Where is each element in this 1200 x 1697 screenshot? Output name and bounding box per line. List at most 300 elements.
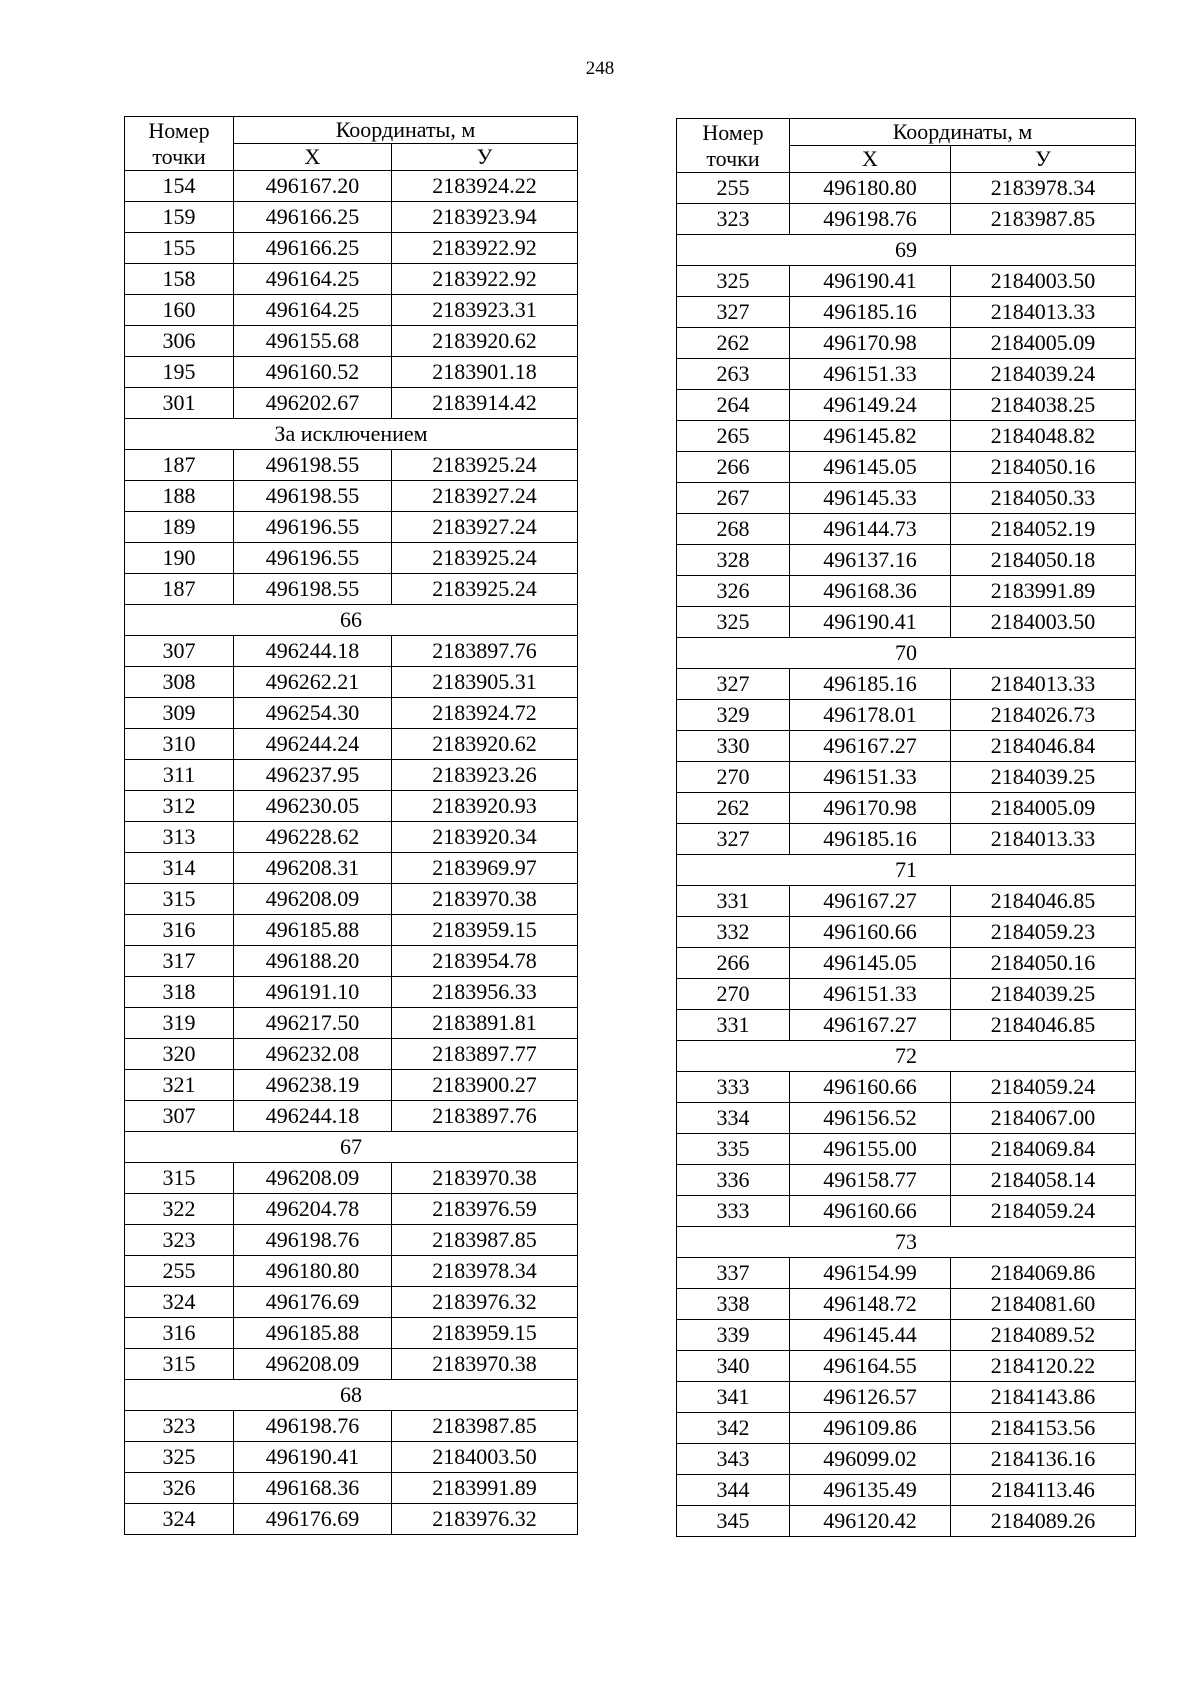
section-label: 69 bbox=[677, 235, 1136, 266]
y-coordinate-cell: 2183991.89 bbox=[951, 576, 1136, 607]
point-number-header: Номер точки bbox=[677, 119, 790, 173]
x-coordinate-cell: 496164.25 bbox=[234, 264, 392, 295]
page-number: 248 bbox=[585, 58, 615, 79]
x-coordinate-cell: 496198.76 bbox=[234, 1411, 392, 1442]
x-coordinate-cell: 496238.19 bbox=[234, 1070, 392, 1101]
y-coordinate-cell: 2184046.84 bbox=[951, 731, 1136, 762]
y-coordinate-cell: 2183923.26 bbox=[392, 760, 578, 791]
point-number-cell: 315 bbox=[125, 1349, 234, 1380]
x-coordinate-cell: 496202.67 bbox=[234, 388, 392, 419]
y-coordinate-cell: 2183914.42 bbox=[392, 388, 578, 419]
point-number-cell: 323 bbox=[125, 1225, 234, 1256]
point-number-cell: 317 bbox=[125, 946, 234, 977]
x-coordinate-cell: 496198.76 bbox=[790, 204, 951, 235]
point-number-cell: 319 bbox=[125, 1008, 234, 1039]
point-number-cell: 341 bbox=[677, 1382, 790, 1413]
y-coordinate-cell: 2183954.78 bbox=[392, 946, 578, 977]
table-row bbox=[125, 295, 578, 326]
x-coordinate-cell: 496232.08 bbox=[234, 1039, 392, 1070]
x-coordinate-cell: 496167.27 bbox=[790, 1010, 951, 1041]
section-row bbox=[125, 419, 578, 450]
point-number-cell: 328 bbox=[677, 545, 790, 576]
y-coordinate-cell: 2184069.84 bbox=[951, 1134, 1136, 1165]
x-coordinate-cell: 496198.55 bbox=[234, 450, 392, 481]
x-coordinate-cell: 496164.55 bbox=[790, 1351, 951, 1382]
x-coordinate-cell: 496196.55 bbox=[234, 512, 392, 543]
point-number-cell: 325 bbox=[677, 607, 790, 638]
y-coordinate-cell: 2184081.60 bbox=[951, 1289, 1136, 1320]
table-row bbox=[677, 948, 1136, 979]
table-row bbox=[677, 1103, 1136, 1134]
x-coordinate-cell: 496230.05 bbox=[234, 791, 392, 822]
section-row bbox=[677, 1227, 1136, 1258]
point-number-cell: 262 bbox=[677, 793, 790, 824]
x-coordinate-cell: 496168.36 bbox=[234, 1473, 392, 1504]
point-number-cell: 321 bbox=[125, 1070, 234, 1101]
y-coordinate-cell: 2184050.16 bbox=[951, 452, 1136, 483]
y-coordinate-cell: 2183991.89 bbox=[392, 1473, 578, 1504]
point-number-cell: 322 bbox=[125, 1194, 234, 1225]
y-coordinate-cell: 2183920.62 bbox=[392, 326, 578, 357]
table-row bbox=[677, 793, 1136, 824]
point-number-cell: 270 bbox=[677, 762, 790, 793]
x-coordinate-cell: 496244.18 bbox=[234, 636, 392, 667]
table-row bbox=[677, 669, 1136, 700]
y-header: У bbox=[392, 144, 578, 171]
table-row bbox=[125, 326, 578, 357]
coordinates-table-right bbox=[676, 118, 1136, 1537]
x-header: X bbox=[790, 146, 951, 173]
point-number-cell: 327 bbox=[677, 669, 790, 700]
x-coordinate-cell: 496145.05 bbox=[790, 452, 951, 483]
point-number-cell: 154 bbox=[125, 171, 234, 202]
table-row bbox=[677, 483, 1136, 514]
x-coordinate-cell: 496198.55 bbox=[234, 574, 392, 605]
table-row bbox=[677, 1351, 1136, 1382]
point-number-cell: 159 bbox=[125, 202, 234, 233]
y-coordinate-cell: 2183925.24 bbox=[392, 450, 578, 481]
point-number-cell: 324 bbox=[125, 1287, 234, 1318]
point-number-cell: 343 bbox=[677, 1444, 790, 1475]
x-coordinate-cell: 496164.25 bbox=[234, 295, 392, 326]
table-row bbox=[677, 917, 1136, 948]
point-number-cell: 313 bbox=[125, 822, 234, 853]
point-number-cell: 334 bbox=[677, 1103, 790, 1134]
x-coordinate-cell: 496170.98 bbox=[790, 328, 951, 359]
x-coordinate-cell: 496185.16 bbox=[790, 297, 951, 328]
table-row bbox=[125, 357, 578, 388]
y-coordinate-cell: 2183987.85 bbox=[392, 1225, 578, 1256]
table-row bbox=[677, 1165, 1136, 1196]
x-coordinate-cell: 496167.20 bbox=[234, 171, 392, 202]
y-coordinate-cell: 2183976.32 bbox=[392, 1504, 578, 1535]
table-row bbox=[677, 1072, 1136, 1103]
table-row bbox=[125, 264, 578, 295]
y-coordinate-cell: 2183922.92 bbox=[392, 233, 578, 264]
point-number-cell: 332 bbox=[677, 917, 790, 948]
x-coordinate-cell: 496166.25 bbox=[234, 202, 392, 233]
x-coordinate-cell: 496144.73 bbox=[790, 514, 951, 545]
point-number-cell: 323 bbox=[125, 1411, 234, 1442]
y-coordinate-cell: 2183897.76 bbox=[392, 636, 578, 667]
table-row bbox=[677, 762, 1136, 793]
y-coordinate-cell: 2184013.33 bbox=[951, 669, 1136, 700]
table-row bbox=[677, 1289, 1136, 1320]
point-number-cell: 323 bbox=[677, 204, 790, 235]
table-row bbox=[677, 1258, 1136, 1289]
x-coordinate-cell: 496145.33 bbox=[790, 483, 951, 514]
section-label: 67 bbox=[125, 1132, 578, 1163]
x-coordinate-cell: 496190.41 bbox=[790, 607, 951, 638]
point-number-cell: 255 bbox=[677, 173, 790, 204]
y-coordinate-cell: 2184013.33 bbox=[951, 824, 1136, 855]
y-coordinate-cell: 2184048.82 bbox=[951, 421, 1136, 452]
y-coordinate-cell: 2183897.76 bbox=[392, 1101, 578, 1132]
point-number-cell: 333 bbox=[677, 1196, 790, 1227]
x-coordinate-cell: 496237.95 bbox=[234, 760, 392, 791]
x-coordinate-cell: 496190.41 bbox=[790, 266, 951, 297]
y-coordinate-cell: 2184005.09 bbox=[951, 793, 1136, 824]
x-coordinate-cell: 496099.02 bbox=[790, 1444, 951, 1475]
coordinates-header: Координаты, м bbox=[790, 119, 1136, 146]
point-number-cell: 255 bbox=[125, 1256, 234, 1287]
x-coordinate-cell: 496151.33 bbox=[790, 979, 951, 1010]
point-number-cell: 312 bbox=[125, 791, 234, 822]
x-coordinate-cell: 496204.78 bbox=[234, 1194, 392, 1225]
x-coordinate-cell: 496160.66 bbox=[790, 1196, 951, 1227]
table-row bbox=[677, 421, 1136, 452]
x-coordinate-cell: 496185.16 bbox=[790, 824, 951, 855]
point-number-cell: 338 bbox=[677, 1289, 790, 1320]
y-coordinate-cell: 2183920.34 bbox=[392, 822, 578, 853]
y-coordinate-cell: 2183978.34 bbox=[951, 173, 1136, 204]
point-number-cell: 345 bbox=[677, 1506, 790, 1537]
point-number-cell: 342 bbox=[677, 1413, 790, 1444]
section-label: 71 bbox=[677, 855, 1136, 886]
y-coordinate-cell: 2183970.38 bbox=[392, 884, 578, 915]
table-row bbox=[125, 171, 578, 202]
y-coordinate-cell: 2184143.86 bbox=[951, 1382, 1136, 1413]
point-number-cell: 301 bbox=[125, 388, 234, 419]
y-coordinate-cell: 2184003.50 bbox=[392, 1442, 578, 1473]
point-number-cell: 190 bbox=[125, 543, 234, 574]
point-number-cell: 307 bbox=[125, 636, 234, 667]
y-coordinate-cell: 2184005.09 bbox=[951, 328, 1136, 359]
table-row bbox=[677, 1382, 1136, 1413]
section-row bbox=[125, 605, 578, 636]
y-coordinate-cell: 2183920.93 bbox=[392, 791, 578, 822]
coordinates-table-left bbox=[124, 116, 578, 1535]
y-coordinate-cell: 2184046.85 bbox=[951, 886, 1136, 917]
table-row bbox=[677, 1444, 1136, 1475]
table-row bbox=[125, 388, 578, 419]
x-coordinate-cell: 496244.18 bbox=[234, 1101, 392, 1132]
x-coordinate-cell: 496168.36 bbox=[790, 576, 951, 607]
x-coordinate-cell: 496228.62 bbox=[234, 822, 392, 853]
point-number-cell: 270 bbox=[677, 979, 790, 1010]
table-row bbox=[125, 1349, 578, 1380]
section-row bbox=[677, 1041, 1136, 1072]
y-coordinate-cell: 2184069.86 bbox=[951, 1258, 1136, 1289]
point-number-cell: 339 bbox=[677, 1320, 790, 1351]
y-coordinate-cell: 2183900.27 bbox=[392, 1070, 578, 1101]
table-body-left bbox=[125, 171, 578, 1535]
table-row bbox=[125, 1318, 578, 1349]
table-row bbox=[677, 886, 1136, 917]
y-coordinate-cell: 2183927.24 bbox=[392, 512, 578, 543]
table-row bbox=[677, 297, 1136, 328]
x-coordinate-cell: 496145.05 bbox=[790, 948, 951, 979]
y-coordinate-cell: 2183927.24 bbox=[392, 481, 578, 512]
point-number-cell: 263 bbox=[677, 359, 790, 390]
table-row bbox=[677, 1010, 1136, 1041]
table-row bbox=[125, 1163, 578, 1194]
x-coordinate-cell: 496154.99 bbox=[790, 1258, 951, 1289]
table-row bbox=[125, 884, 578, 915]
table-row bbox=[677, 1320, 1136, 1351]
y-coordinate-cell: 2183901.18 bbox=[392, 357, 578, 388]
y-coordinate-cell: 2184050.16 bbox=[951, 948, 1136, 979]
table-row bbox=[677, 204, 1136, 235]
y-coordinate-cell: 2184003.50 bbox=[951, 607, 1136, 638]
x-coordinate-cell: 496198.76 bbox=[234, 1225, 392, 1256]
point-number-cell: 189 bbox=[125, 512, 234, 543]
y-coordinate-cell: 2184120.22 bbox=[951, 1351, 1136, 1382]
x-coordinate-cell: 496208.09 bbox=[234, 1349, 392, 1380]
point-number-cell: 306 bbox=[125, 326, 234, 357]
x-coordinate-cell: 496145.82 bbox=[790, 421, 951, 452]
y-coordinate-cell: 2183987.85 bbox=[392, 1411, 578, 1442]
y-coordinate-cell: 2184013.33 bbox=[951, 297, 1136, 328]
x-coordinate-cell: 496180.80 bbox=[234, 1256, 392, 1287]
section-label: 66 bbox=[125, 605, 578, 636]
y-coordinate-cell: 2184039.25 bbox=[951, 979, 1136, 1010]
point-number-cell: 265 bbox=[677, 421, 790, 452]
point-number-cell: 331 bbox=[677, 886, 790, 917]
point-number-cell: 335 bbox=[677, 1134, 790, 1165]
y-coordinate-cell: 2183978.34 bbox=[392, 1256, 578, 1287]
y-coordinate-cell: 2183924.72 bbox=[392, 698, 578, 729]
x-coordinate-cell: 496166.25 bbox=[234, 233, 392, 264]
point-number-cell: 326 bbox=[677, 576, 790, 607]
x-coordinate-cell: 496190.41 bbox=[234, 1442, 392, 1473]
table-row bbox=[125, 1504, 578, 1535]
y-coordinate-cell: 2183970.38 bbox=[392, 1163, 578, 1194]
y-coordinate-cell: 2183920.62 bbox=[392, 729, 578, 760]
point-number-cell: 320 bbox=[125, 1039, 234, 1070]
x-coordinate-cell: 496109.86 bbox=[790, 1413, 951, 1444]
point-number-cell: 187 bbox=[125, 574, 234, 605]
table-row bbox=[125, 1442, 578, 1473]
x-coordinate-cell: 496135.49 bbox=[790, 1475, 951, 1506]
point-number-cell: 315 bbox=[125, 884, 234, 915]
point-number-cell: 195 bbox=[125, 357, 234, 388]
table-body-right bbox=[677, 173, 1136, 1537]
table-row bbox=[677, 545, 1136, 576]
x-coordinate-cell: 496160.66 bbox=[790, 917, 951, 948]
table-row bbox=[677, 173, 1136, 204]
table-row bbox=[125, 1039, 578, 1070]
point-number-cell: 330 bbox=[677, 731, 790, 762]
point-number-cell: 308 bbox=[125, 667, 234, 698]
point-number-cell: 268 bbox=[677, 514, 790, 545]
point-number-cell: 266 bbox=[677, 948, 790, 979]
table-row bbox=[125, 667, 578, 698]
point-number-cell: 344 bbox=[677, 1475, 790, 1506]
point-number-cell: 327 bbox=[677, 297, 790, 328]
x-coordinate-cell: 496148.72 bbox=[790, 1289, 951, 1320]
y-coordinate-cell: 2184050.18 bbox=[951, 545, 1136, 576]
table-row bbox=[677, 452, 1136, 483]
table-row bbox=[125, 202, 578, 233]
x-header: X bbox=[234, 144, 392, 171]
point-number-cell: 325 bbox=[125, 1442, 234, 1473]
section-row bbox=[677, 235, 1136, 266]
point-number-cell: 331 bbox=[677, 1010, 790, 1041]
y-coordinate-cell: 2184058.14 bbox=[951, 1165, 1136, 1196]
x-coordinate-cell: 496217.50 bbox=[234, 1008, 392, 1039]
table-row bbox=[125, 760, 578, 791]
section-row bbox=[125, 1380, 578, 1411]
section-row bbox=[677, 855, 1136, 886]
table-row bbox=[125, 1070, 578, 1101]
x-coordinate-cell: 496167.27 bbox=[790, 886, 951, 917]
section-label: За исключением bbox=[125, 419, 578, 450]
y-coordinate-cell: 2183976.32 bbox=[392, 1287, 578, 1318]
table-row bbox=[677, 824, 1136, 855]
table-row bbox=[677, 514, 1136, 545]
table-row bbox=[125, 450, 578, 481]
table-row bbox=[125, 1473, 578, 1504]
x-coordinate-cell: 496176.69 bbox=[234, 1504, 392, 1535]
table-row bbox=[677, 576, 1136, 607]
y-coordinate-cell: 2184046.85 bbox=[951, 1010, 1136, 1041]
table-row bbox=[125, 1194, 578, 1225]
point-number-cell: 333 bbox=[677, 1072, 790, 1103]
x-coordinate-cell: 496167.27 bbox=[790, 731, 951, 762]
x-coordinate-cell: 496145.44 bbox=[790, 1320, 951, 1351]
y-coordinate-cell: 2184059.23 bbox=[951, 917, 1136, 948]
y-coordinate-cell: 2184059.24 bbox=[951, 1072, 1136, 1103]
point-number-cell: 155 bbox=[125, 233, 234, 264]
y-coordinate-cell: 2183923.94 bbox=[392, 202, 578, 233]
point-number-cell: 336 bbox=[677, 1165, 790, 1196]
x-coordinate-cell: 496149.24 bbox=[790, 390, 951, 421]
section-label: 72 bbox=[677, 1041, 1136, 1072]
point-number-cell: 337 bbox=[677, 1258, 790, 1289]
x-coordinate-cell: 496191.10 bbox=[234, 977, 392, 1008]
point-number-cell: 188 bbox=[125, 481, 234, 512]
y-coordinate-cell: 2184089.52 bbox=[951, 1320, 1136, 1351]
table-row bbox=[677, 328, 1136, 359]
point-number-cell: 314 bbox=[125, 853, 234, 884]
section-label: 73 bbox=[677, 1227, 1136, 1258]
x-coordinate-cell: 496198.55 bbox=[234, 481, 392, 512]
table-row bbox=[125, 853, 578, 884]
y-coordinate-cell: 2184089.26 bbox=[951, 1506, 1136, 1537]
point-number-cell: 327 bbox=[677, 824, 790, 855]
table-row bbox=[125, 233, 578, 264]
table-row bbox=[677, 390, 1136, 421]
point-number-cell: 318 bbox=[125, 977, 234, 1008]
table-row bbox=[125, 1225, 578, 1256]
y-coordinate-cell: 2184052.19 bbox=[951, 514, 1136, 545]
x-coordinate-cell: 496156.52 bbox=[790, 1103, 951, 1134]
point-number-cell: 316 bbox=[125, 915, 234, 946]
y-coordinate-cell: 2183959.15 bbox=[392, 915, 578, 946]
point-number-cell: 160 bbox=[125, 295, 234, 326]
table-row bbox=[125, 1287, 578, 1318]
y-coordinate-cell: 2183925.24 bbox=[392, 574, 578, 605]
x-coordinate-cell: 496254.30 bbox=[234, 698, 392, 729]
y-coordinate-cell: 2184026.73 bbox=[951, 700, 1136, 731]
x-coordinate-cell: 496160.52 bbox=[234, 357, 392, 388]
point-number-cell: 326 bbox=[125, 1473, 234, 1504]
y-coordinate-cell: 2184003.50 bbox=[951, 266, 1136, 297]
y-coordinate-cell: 2184059.24 bbox=[951, 1196, 1136, 1227]
x-coordinate-cell: 496155.00 bbox=[790, 1134, 951, 1165]
x-coordinate-cell: 496126.57 bbox=[790, 1382, 951, 1413]
x-coordinate-cell: 496185.16 bbox=[790, 669, 951, 700]
x-coordinate-cell: 496178.01 bbox=[790, 700, 951, 731]
y-coordinate-cell: 2184039.25 bbox=[951, 762, 1136, 793]
point-number-cell: 316 bbox=[125, 1318, 234, 1349]
x-coordinate-cell: 496208.09 bbox=[234, 1163, 392, 1194]
table-row bbox=[677, 731, 1136, 762]
point-number-cell: 266 bbox=[677, 452, 790, 483]
x-coordinate-cell: 496185.88 bbox=[234, 1318, 392, 1349]
y-coordinate-cell: 2183956.33 bbox=[392, 977, 578, 1008]
table-row bbox=[125, 791, 578, 822]
section-label: 68 bbox=[125, 1380, 578, 1411]
y-coordinate-cell: 2183987.85 bbox=[951, 204, 1136, 235]
table-row bbox=[677, 266, 1136, 297]
point-number-cell: 267 bbox=[677, 483, 790, 514]
section-row bbox=[677, 638, 1136, 669]
point-number-cell: 311 bbox=[125, 760, 234, 791]
section-label: 70 bbox=[677, 638, 1136, 669]
table-row bbox=[677, 1413, 1136, 1444]
x-coordinate-cell: 496208.31 bbox=[234, 853, 392, 884]
x-coordinate-cell: 496155.68 bbox=[234, 326, 392, 357]
y-coordinate-cell: 2184050.33 bbox=[951, 483, 1136, 514]
point-number-cell: 315 bbox=[125, 1163, 234, 1194]
y-coordinate-cell: 2183969.97 bbox=[392, 853, 578, 884]
table-row bbox=[677, 359, 1136, 390]
section-row bbox=[125, 1132, 578, 1163]
table-row bbox=[677, 700, 1136, 731]
table-row bbox=[677, 1196, 1136, 1227]
x-coordinate-cell: 496262.21 bbox=[234, 667, 392, 698]
point-number-header: Номер точки bbox=[125, 117, 234, 171]
point-number-cell: 309 bbox=[125, 698, 234, 729]
y-header: У bbox=[951, 146, 1136, 173]
y-coordinate-cell: 2183970.38 bbox=[392, 1349, 578, 1380]
x-coordinate-cell: 496185.88 bbox=[234, 915, 392, 946]
x-coordinate-cell: 496158.77 bbox=[790, 1165, 951, 1196]
point-number-cell: 329 bbox=[677, 700, 790, 731]
table-row bbox=[125, 915, 578, 946]
y-coordinate-cell: 2184039.24 bbox=[951, 359, 1136, 390]
y-coordinate-cell: 2184153.56 bbox=[951, 1413, 1136, 1444]
point-number-cell: 307 bbox=[125, 1101, 234, 1132]
y-coordinate-cell: 2183897.77 bbox=[392, 1039, 578, 1070]
x-coordinate-cell: 496151.33 bbox=[790, 762, 951, 793]
x-coordinate-cell: 496188.20 bbox=[234, 946, 392, 977]
x-coordinate-cell: 496208.09 bbox=[234, 884, 392, 915]
x-coordinate-cell: 496180.80 bbox=[790, 173, 951, 204]
point-number-cell: 262 bbox=[677, 328, 790, 359]
